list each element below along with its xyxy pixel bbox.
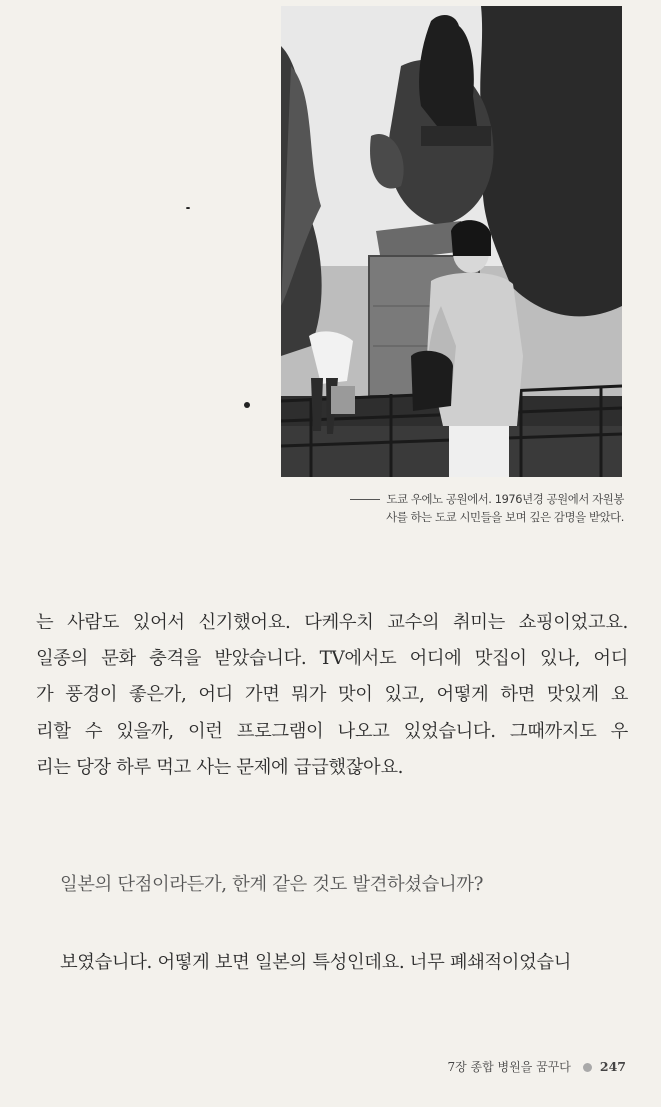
interview-question: 일본의 단점이라든가, 한계 같은 것도 발견하셨습니까? xyxy=(60,874,484,895)
body-paragraph xyxy=(36,605,628,786)
caption-line-1: 도쿄 우에노 공원에서. 1976년경 공원에서 자원봉 xyxy=(386,492,624,506)
bullet-dot-icon xyxy=(583,1063,592,1072)
interview-answer: 보였습니다. 어떻게 보면 일본의 특성인데요. 너무 폐쇄적이었습니 xyxy=(60,952,572,973)
body-line: 는 사람도 있어서 신기했어요. 다케우치 교수의 취미는 쇼핑이었고요. xyxy=(36,612,628,633)
caption-line-2: 사를 하는 도쿄 시민들을 보며 깊은 감명을 받았다. xyxy=(386,510,624,524)
body-line: 리할 수 있을까, 이런 프로그램이 나오고 있었습니다. 그때까지도 우 xyxy=(36,720,628,742)
photo-ueno-park xyxy=(281,6,622,477)
speck-mark xyxy=(186,207,190,209)
caption-rule xyxy=(350,499,380,500)
body-line: 가 풍경이 좋은가, 어디 가면 뭐가 맛이 있고, 어떻게 하면 맛있게 요 xyxy=(36,684,628,706)
body-line: 리는 당장 하루 먹고 사는 문제에 급급했잖아요. xyxy=(36,756,404,778)
photo-caption xyxy=(286,490,624,526)
page-number: 247 xyxy=(599,1059,626,1074)
body-line: 일종의 문화 충격을 받았습니다. TV에서도 어디에 맛집이 있나, 어디 xyxy=(36,648,628,670)
page-footer xyxy=(380,1058,626,1075)
speck-mark xyxy=(244,402,250,408)
photo-image xyxy=(281,6,622,477)
chapter-title: 7장 종합 병원을 꿈꾸다 xyxy=(447,1060,571,1074)
